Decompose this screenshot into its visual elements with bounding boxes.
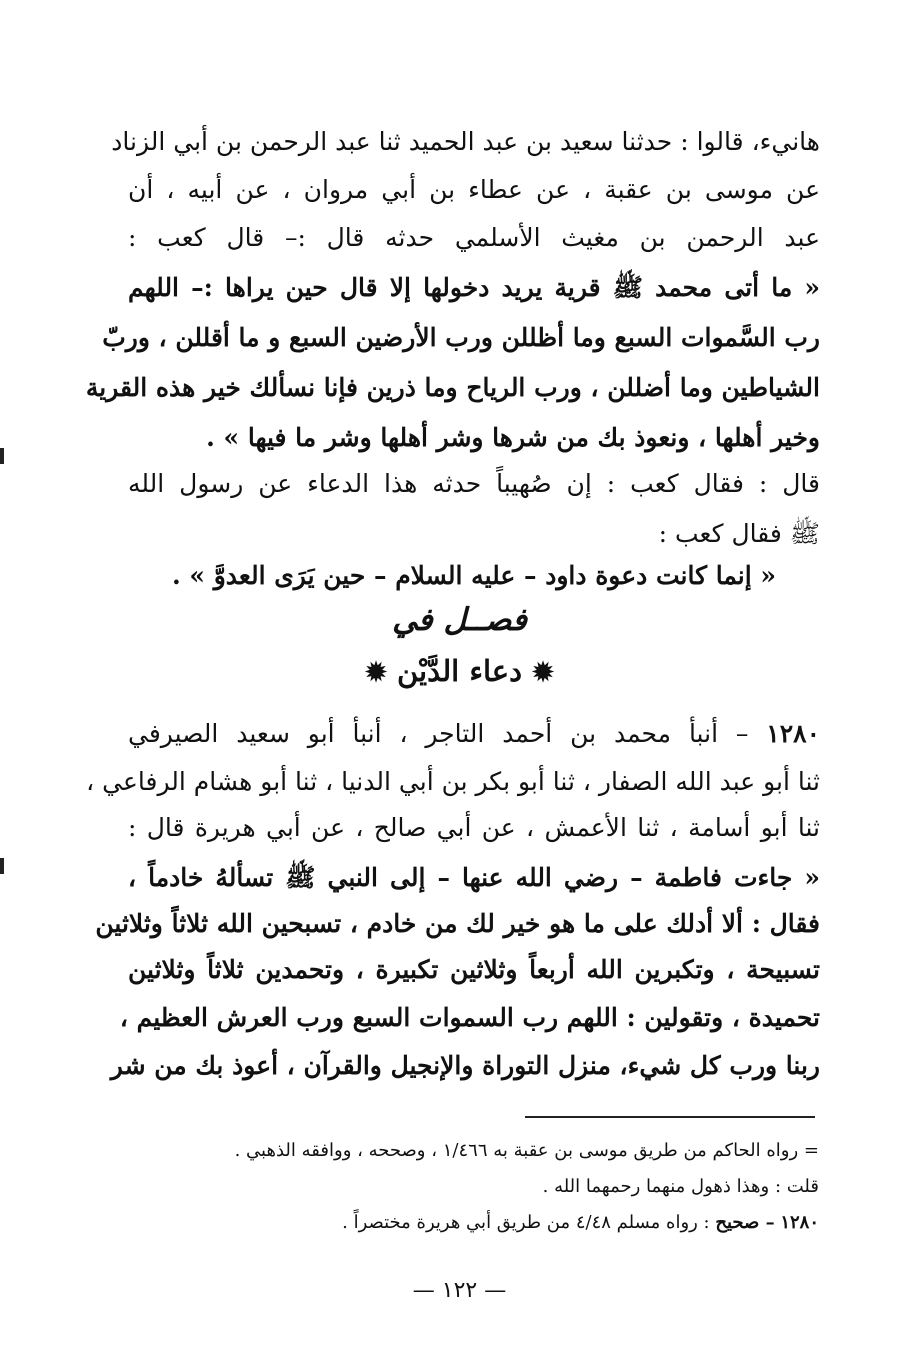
section-heading: فصــل في [392, 602, 527, 638]
footnote-number: ١٢٨٠ [780, 1212, 819, 1233]
footnote-line [119, 1208, 819, 1238]
star-ornament-icon: ✹ [365, 658, 387, 688]
page-number: — ١٢٢ — [412, 1278, 507, 1303]
footnote-divider [525, 1116, 815, 1118]
bold-text-line: رب السَّموات السبع وما أظللن ورب الأرضين السبع و ما أقللن ، وربّ [102, 323, 820, 352]
bold-text-line: وخير أهلها ، ونعوذ بك من شرها وشر أهلها وشر ما فيها » . [206, 423, 820, 452]
bold-text-line: فقال : ألا أدلك على ما هو خير لك من خادم ، تسبحين الله ثلاثاً وثلاثين [95, 909, 820, 938]
section-title-text: دعاء الدَّيْن [396, 654, 523, 688]
scan-edge-mark [0, 858, 4, 874]
bold-text-line: « جاءت فاطمة – رضي الله عنها – إلى النبي ﷺ تسألهُ خادماً ، [128, 863, 820, 892]
text-line: ثنا أبو أسامة ، ثنا الأعمش ، عن أبي صالح ، عن أبي هريرة قال : [128, 813, 820, 842]
section-title [0, 654, 919, 688]
bold-text-line: ربنا ورب كل شيء، منزل التوراة والإنجيل والقرآن ، أعوذ بك من شر [110, 1051, 820, 1080]
footnote-grade: – صحيح [715, 1212, 775, 1233]
text-line: عبد الرحمن بن مغيث الأسلمي حدثه قال :– قال كعب : [128, 223, 820, 252]
footnote-text: : رواه مسلم ٤/٤٨ من طريق أبي هريرة مختصراً . [342, 1212, 710, 1233]
bold-text-line: « ما أتى محمد ﷺ قرية يريد دخولها إلا قال حين يراها :– اللهم [128, 273, 820, 302]
text-line [128, 712, 820, 756]
text-line: ﷺ فقال كعب : [658, 519, 820, 548]
bold-text-line: « إنما كانت دعوة داود – عليه السلام – حين يَرَى العدوَّ » . [171, 561, 777, 590]
text-line: هانيء، قالوا : حدثنا سعيد بن عبد الحميد ثنا عبد الرحمن بن أبي الزناد [111, 127, 820, 156]
bold-text-line: الشياطين وما أضللن ، ورب الرياح وما ذرين فإنا نسألك خير هذه القرية [85, 373, 820, 402]
footnote-line: = رواه الحاكم من طريق موسى بن عقبة به ١/٤٦٦ ، وصححه ، ووافقه الذهبي . [234, 1140, 819, 1161]
text-line: ثنا أبو عبد الله الصفار ، ثنا أبو بكر بن أبي الدنيا ، ثنا أبو هشام الرفاعي ، [86, 767, 820, 796]
footnote-line: قلت : وهذا ذهول منهما رحمهما الله . [542, 1176, 819, 1197]
bold-text-line: تحميدة ، وتقولين : اللهم رب السموات السبع ورب العرش العظيم ، [119, 1003, 820, 1032]
hadith-number: ١٢٨٠ [766, 719, 820, 748]
text-line: قال : فقال كعب : إن صُهيباً حدثه هذا الدعاء عن رسول الله [128, 469, 820, 498]
text-line-rest: – أنبأ محمد بن أحمد التاجر ، أنبأ أبو سعيد الصيرفي [128, 719, 749, 748]
scan-edge-mark [0, 448, 4, 464]
text-line: عن موسى بن عقبة ، عن عطاء بن أبي مروان ، عن أبيه ، أن [128, 175, 820, 204]
star-ornament-icon: ✹ [532, 658, 554, 688]
bold-text-line: تسبيحة ، وتكبرين الله أربعاً وثلاثين تكبيرة ، وتحمدين ثلاثاً وثلاثين [128, 955, 820, 984]
